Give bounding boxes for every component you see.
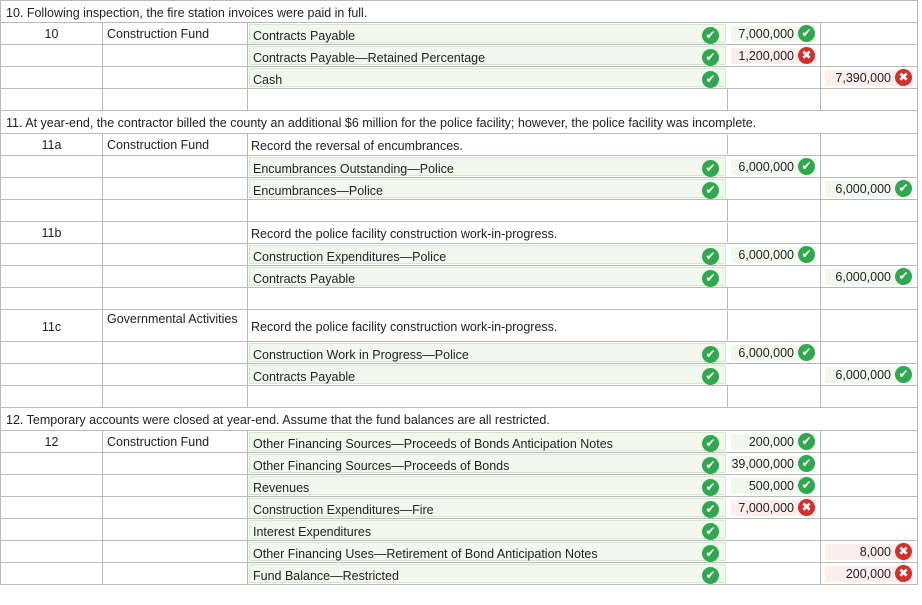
check-circle-icon: ✔ [798, 246, 815, 263]
check-circle-icon: ✔ [702, 501, 719, 518]
fund-cell [103, 475, 248, 496]
blank-row [1, 288, 917, 310]
entry-row [1, 23, 917, 45]
credit-cell[interactable] [821, 288, 917, 309]
credit-cell [821, 134, 917, 155]
credit-cell [821, 310, 917, 341]
x-circle-icon: ✖ [895, 69, 912, 86]
fund-name: Construction Fund [107, 435, 210, 449]
credit-cell[interactable] [821, 244, 917, 265]
check-circle-icon: ✔ [702, 435, 719, 452]
debit-cell[interactable] [728, 519, 821, 540]
entry-number-cell [1, 156, 103, 177]
check-circle-icon: ✔ [702, 523, 719, 540]
account-name: Contracts Payable [253, 370, 356, 384]
account-name: Construction Expenditures—Police [253, 250, 447, 264]
entry-number-cell [1, 134, 103, 155]
entry-number: 11c [41, 320, 62, 334]
transaction-description: 12. Temporary accounts were closed at year-end. Assume that the fund balances are all restricted. [6, 413, 550, 427]
entry-description: Record the police facility construction work-in-progress. [251, 320, 558, 334]
account-name: Encumbrances—Police [253, 184, 383, 198]
fund-cell [103, 156, 248, 177]
credit-input[interactable] [825, 70, 913, 86]
debit-value: 500,000 [748, 479, 794, 493]
entry-row [1, 156, 917, 178]
entry-number-cell [1, 222, 103, 243]
debit-cell [728, 222, 821, 243]
credit-input[interactable] [825, 367, 913, 383]
credit-input[interactable] [825, 544, 913, 560]
debit-input[interactable] [731, 345, 816, 361]
entry-row [1, 266, 917, 288]
debit-cell [728, 156, 821, 177]
entry-description: Record the reversal of encumbrances. [251, 139, 463, 153]
account-name: Revenues [253, 481, 310, 495]
fund-cell [103, 310, 248, 341]
entry-number-cell [1, 431, 103, 452]
credit-value: 7,390,000 [835, 71, 891, 85]
check-circle-icon: ✔ [895, 180, 912, 197]
credit-cell[interactable] [821, 342, 917, 363]
debit-cell[interactable] [728, 178, 821, 199]
check-circle-icon: ✔ [702, 567, 719, 584]
check-circle-icon: ✔ [702, 545, 719, 562]
entry-number-cell [1, 563, 103, 584]
entry-number: 10 [44, 27, 59, 41]
check-circle-icon: ✔ [702, 71, 719, 88]
fund-cell [103, 497, 248, 518]
entry-row [1, 67, 917, 89]
fund-cell [103, 222, 248, 243]
entry-number-cell [1, 310, 103, 341]
credit-value: 200,000 [845, 567, 891, 581]
fund-cell [103, 200, 248, 221]
check-circle-icon: ✔ [702, 457, 719, 474]
debit-cell [728, 431, 821, 452]
transaction-description: 11. At year-end, the contractor billed the county an additional $6 million for the police facility; however, the police facility was incomplete. [6, 116, 757, 130]
credit-cell [821, 178, 917, 199]
account-select[interactable] [249, 432, 726, 451]
debit-cell [728, 497, 821, 518]
credit-input[interactable] [825, 181, 913, 197]
x-circle-icon: ✖ [798, 499, 815, 516]
debit-cell[interactable] [728, 563, 821, 584]
entry-row [1, 45, 917, 67]
entry-number-cell [1, 288, 103, 309]
account-select[interactable] [249, 476, 726, 495]
account-name: Construction Expenditures—Fire [253, 503, 434, 517]
fund-name: Construction Fund [107, 27, 210, 41]
entry-row [1, 364, 917, 386]
credit-cell[interactable] [821, 431, 917, 452]
entry-number-cell [1, 342, 103, 363]
debit-value: 6,000,000 [738, 160, 794, 174]
account-select[interactable] [249, 179, 726, 198]
check-circle-icon: ✔ [702, 368, 719, 385]
fund-cell [103, 244, 248, 265]
fund-cell [103, 178, 248, 199]
check-circle-icon: ✔ [702, 248, 719, 265]
debit-value: 200,000 [748, 435, 794, 449]
fund-cell [103, 386, 248, 407]
debit-cell[interactable] [728, 288, 821, 309]
fund-cell [103, 266, 248, 287]
credit-cell[interactable] [821, 386, 917, 407]
check-circle-icon: ✔ [798, 158, 815, 175]
debit-input[interactable] [731, 247, 816, 263]
entry-number-cell [1, 89, 103, 110]
fund-cell [103, 45, 248, 66]
x-circle-icon: ✖ [895, 565, 912, 582]
debit-cell[interactable] [728, 364, 821, 385]
entry-row [1, 222, 917, 244]
entry-number-cell [1, 364, 103, 385]
entry-number-cell [1, 475, 103, 496]
debit-value: 7,000,000 [738, 27, 794, 41]
entry-description-cell [248, 311, 728, 340]
entry-number-cell [1, 178, 103, 199]
debit-cell [728, 475, 821, 496]
fund-name: Construction Fund [107, 138, 210, 152]
account-name: Cash [253, 73, 283, 87]
entry-number-cell [1, 67, 103, 88]
entry-description-cell [248, 135, 728, 154]
entry-row [1, 431, 917, 453]
credit-cell[interactable] [821, 453, 917, 474]
credit-input[interactable] [825, 566, 913, 582]
entry-number: 11b [41, 226, 62, 240]
account-name: Fund Balance—Restricted [253, 569, 399, 583]
account-select[interactable] [249, 365, 726, 384]
credit-cell[interactable] [821, 200, 917, 221]
fund-cell [103, 342, 248, 363]
debit-value: 6,000,000 [738, 346, 794, 360]
blank-row [1, 89, 917, 111]
debit-cell [728, 23, 821, 44]
account-select[interactable] [249, 46, 726, 65]
check-circle-icon: ✔ [798, 344, 815, 361]
entry-row [1, 497, 917, 519]
account-select[interactable] [249, 245, 726, 264]
debit-cell [728, 45, 821, 66]
debit-value: 6,000,000 [738, 248, 794, 262]
debit-input[interactable] [731, 478, 816, 494]
account-name: Other Financing Sources—Proceeds of Bonds Anticipation Notes [253, 437, 613, 451]
debit-cell[interactable] [728, 67, 821, 88]
credit-value: 8,000 [859, 545, 891, 559]
debit-cell [728, 244, 821, 265]
account-name: Contracts Payable—Retained Percentage [253, 51, 486, 65]
entry-row [1, 310, 917, 342]
credit-cell[interactable] [821, 45, 917, 66]
fund-name: Governmental Activities [107, 312, 238, 326]
account-name: Interest Expenditures [253, 525, 372, 539]
debit-cell[interactable] [728, 200, 821, 221]
account-select[interactable] [249, 454, 726, 473]
account-name: Contracts Payable [253, 29, 356, 43]
entry-number-cell [1, 244, 103, 265]
check-circle-icon: ✔ [702, 49, 719, 66]
check-circle-icon: ✔ [702, 27, 719, 44]
credit-input[interactable] [825, 269, 913, 285]
credit-value: 6,000,000 [835, 368, 891, 382]
entry-description-cell [248, 223, 728, 242]
entry-description: Record the police facility construction work-in-progress. [251, 227, 558, 241]
debit-value: 7,000,000 [738, 501, 794, 515]
account-select[interactable] [249, 520, 726, 539]
credit-value: 6,000,000 [835, 270, 891, 284]
account-select[interactable] [249, 24, 726, 43]
fund-cell [103, 453, 248, 474]
check-circle-icon: ✔ [798, 433, 815, 450]
debit-cell [728, 134, 821, 155]
credit-value: 6,000,000 [835, 182, 891, 196]
account-select[interactable] [249, 343, 726, 362]
account-name: Other Financing Uses—Retirement of Bond Anticipation Notes [253, 547, 598, 561]
entry-number-cell [1, 200, 103, 221]
check-circle-icon: ✔ [702, 160, 719, 177]
credit-cell [821, 266, 917, 287]
credit-cell[interactable] [821, 519, 917, 540]
fund-cell [103, 541, 248, 562]
debit-input[interactable] [731, 26, 816, 42]
account-name: Contracts Payable [253, 272, 356, 286]
check-circle-icon: ✔ [798, 477, 815, 494]
check-circle-icon: ✔ [702, 182, 719, 199]
entry-number-cell [1, 519, 103, 540]
credit-cell[interactable] [821, 497, 917, 518]
fund-cell [103, 519, 248, 540]
entry-row [1, 519, 917, 541]
transaction-header [1, 408, 917, 431]
debit-cell [728, 453, 821, 474]
check-circle-icon: ✔ [798, 455, 815, 472]
debit-value: 39,000,000 [731, 457, 794, 471]
entry-row [1, 178, 917, 200]
account-select[interactable] [249, 542, 726, 561]
account-select[interactable] [249, 267, 726, 286]
credit-cell [821, 563, 917, 584]
fund-cell [103, 288, 248, 309]
entry-number-cell [1, 45, 103, 66]
transaction-header [1, 0, 917, 23]
entry-number-cell [1, 497, 103, 518]
transaction-description: 10. Following inspection, the fire station invoices were paid in full. [6, 6, 368, 20]
entry-row [1, 244, 917, 266]
account-select[interactable] [249, 68, 726, 87]
credit-cell[interactable] [821, 475, 917, 496]
entry-number-cell [1, 386, 103, 407]
account-name: Encumbrances Outstanding—Police [253, 162, 454, 176]
debit-cell[interactable] [728, 266, 821, 287]
entry-row [1, 563, 917, 585]
credit-cell [821, 364, 917, 385]
debit-input[interactable] [731, 500, 816, 516]
blank-row [1, 200, 917, 222]
fund-cell [103, 134, 248, 155]
check-circle-icon: ✔ [895, 268, 912, 285]
debit-input[interactable] [731, 159, 816, 175]
account-cell[interactable] [248, 200, 728, 221]
fund-cell [103, 67, 248, 88]
entry-number-cell [1, 453, 103, 474]
check-circle-icon: ✔ [798, 25, 815, 42]
check-circle-icon: ✔ [702, 346, 719, 363]
entry-row [1, 453, 917, 475]
blank-row [1, 386, 917, 408]
debit-cell [728, 342, 821, 363]
credit-cell[interactable] [821, 89, 917, 110]
fund-cell [103, 89, 248, 110]
entry-number-cell [1, 23, 103, 44]
debit-cell[interactable] [728, 89, 821, 110]
debit-input[interactable] [731, 434, 816, 450]
check-circle-icon: ✔ [702, 479, 719, 496]
entry-row [1, 342, 917, 364]
transaction-header [1, 111, 917, 134]
debit-input[interactable] [731, 456, 816, 472]
account-cell[interactable] [248, 386, 728, 407]
debit-value: 1,200,000 [738, 49, 794, 63]
fund-cell [103, 364, 248, 385]
credit-cell[interactable] [821, 23, 917, 44]
account-cell[interactable] [248, 288, 728, 309]
credit-cell [821, 541, 917, 562]
account-select[interactable] [249, 498, 726, 517]
entry-number: 12 [44, 435, 59, 449]
credit-cell [821, 67, 917, 88]
x-circle-icon: ✖ [798, 47, 815, 64]
entry-row [1, 475, 917, 497]
debit-cell [728, 310, 821, 341]
entry-row [1, 541, 917, 563]
credit-cell [821, 222, 917, 243]
credit-cell[interactable] [821, 156, 917, 177]
x-circle-icon: ✖ [895, 543, 912, 560]
account-name: Other Financing Sources—Proceeds of Bonds [253, 459, 510, 473]
debit-input[interactable] [731, 48, 816, 64]
check-circle-icon: ✔ [895, 366, 912, 383]
entry-number: 11a [41, 138, 62, 152]
account-select[interactable] [249, 157, 726, 176]
entry-number-cell [1, 266, 103, 287]
account-name: Construction Work in Progress—Police [253, 348, 469, 362]
account-cell[interactable] [248, 89, 728, 110]
entry-row [1, 134, 917, 156]
check-circle-icon: ✔ [702, 270, 719, 287]
debit-cell[interactable] [728, 541, 821, 562]
fund-cell [103, 23, 248, 44]
account-select[interactable] [249, 564, 726, 583]
debit-cell[interactable] [728, 386, 821, 407]
fund-cell [103, 431, 248, 452]
entry-number-cell [1, 541, 103, 562]
fund-cell [103, 563, 248, 584]
